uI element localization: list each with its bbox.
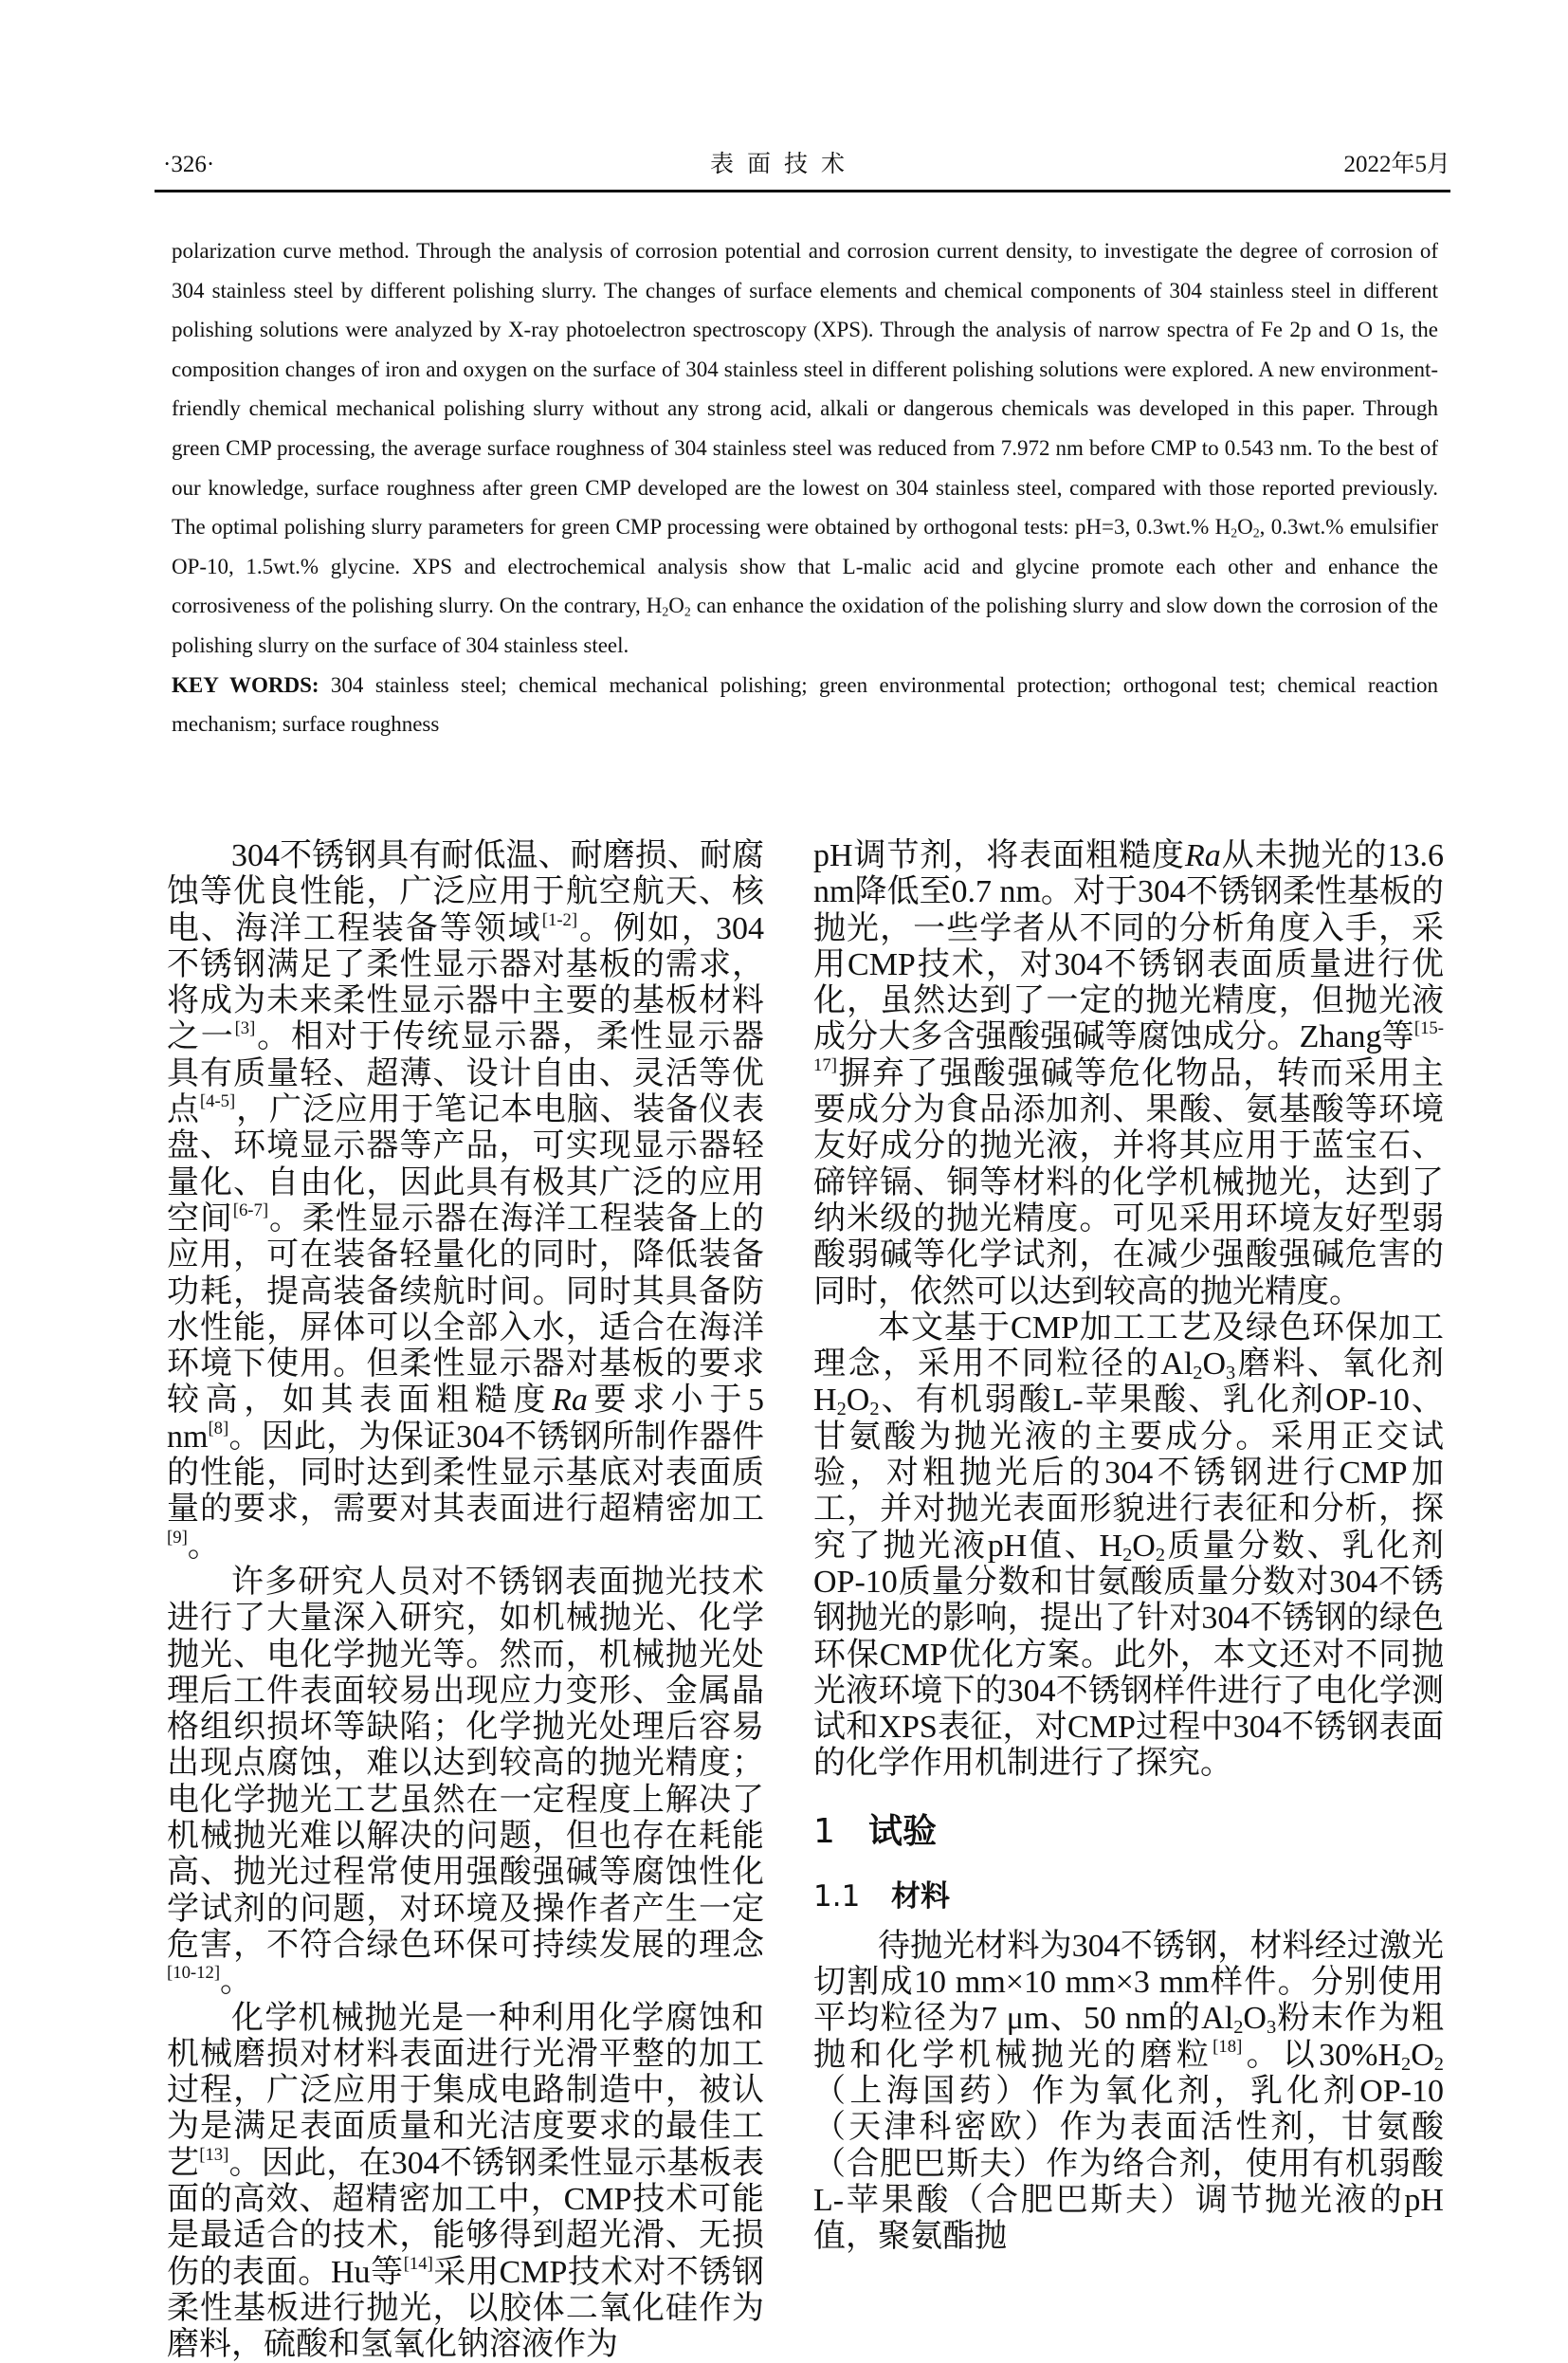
paragraph [167,838,764,1565]
citation: [4-5] [200,1091,235,1111]
section-heading [813,1811,1444,1853]
text-run: （上海国药）作为氧化剂，乳化剂OP-10（天津科密欧）作为表面活性剂，甘氨酸（合肥巴斯夫）作为络合剂，使用有机弱酸L-苹果酸（合肥巴斯夫）调节抛光液的pH值，聚氨酯抛 [813,2074,1444,2254]
text-run: polarization curve method. Through the analysis of corrosion potential and corrosion current density, to investigate the degree of corrosion of 304 stainless steel by different polishing slurry. The changes of surface elements and chemical components of 304 stainless steel in different polishing solutions were analyzed by X-ray photoelectron spectroscopy (XPS). Through the analysis of narrow spectra of Fe 2p and O 1s, the composition changes of iron and oxygen on the surface of 304 stainless steel in different polishing solutions were explored. A new environment-friendly chemical mechanical polishing slurry without any strong acid, alkali or dangerous chemicals was developed in this paper. Through green CMP processing, the average surface roughness of 304 stainless steel was reduced from 7.972 nm before CMP to 0.543 nm. To the best of our knowledge, surface roughness after green CMP developed are the lowest on 304 stainless steel, compared with those reported previously. The optimal polishing slurry parameters for green CMP processing were obtained by orthogonal tests: pH=3, 0.3wt.% H [172,239,1438,539]
subscript: 2 [1233,2017,1243,2038]
subscript: 3 [1267,2017,1276,2038]
left-column [167,838,764,2363]
citation: [1-2] [542,910,577,930]
text-run: 。以30%H [1242,2038,1401,2073]
subscript: 2 [1156,1545,1165,1566]
text-run: 磨料、氧化剂H [813,1346,1444,1418]
text-run: 从未抛光的13.6 nm降低至0.7 nm。对于304不锈钢柔性基板的抛光，一些学者从不同的分析角度入手，采用CMP技术，对304不锈钢表面质量进行优化，虽然达到了一定的抛光精度，但抛光液成分大多含强酸强碱等腐蚀成分。Zhang等 [813,838,1444,1054]
citation: [3] [235,1018,256,1038]
paragraph [813,1310,1444,1783]
subscript: 2 [869,1400,879,1420]
subscript: 2 [1231,526,1237,540]
paragraph [813,838,1444,1310]
text-run: O [1243,2001,1267,2036]
paragraph [167,1565,764,2001]
keywords-text: 304 stainless steel; chemical mechanical polishing; green environmental protection; orthogonal test; chemical reaction mechanism; surface roughness [172,673,1438,737]
subsection-number: 1.1 [813,1878,891,1915]
text-run: O [1411,2038,1434,2073]
text-run: 304不锈钢具有耐低温、耐磨损、耐腐蚀等优良性能，广泛应用于航空航天、核电、海洋工程装备等领域 [167,838,764,946]
text-run: 、有机弱酸L-苹果酸、乳化剂OP-10、甘氨酸为抛光液的主要成分。采用正交试验，对粗抛光后的304不锈钢进行CMP加工，并对抛光表面形貌进行表征和分析，探究了抛光液pH值、H [813,1383,1444,1563]
citation: [6-7] [233,1200,268,1220]
paragraph [167,2001,764,2363]
keywords-label: KEY WORDS: [172,673,319,697]
abstract-text [172,231,1438,666]
text-run: 。因此，在304不锈钢柔性显示基板表面的高效、超精密加工中，CMP技术可能是最适合的技术，能够得到超光滑、无损伤的表面。Hu等 [167,2146,764,2290]
citation: [15-17] [813,1018,1444,1074]
text-run: 。因此，为保证304不锈钢所制作器件的性能，同时达到柔性显示基底对表面质量的要求，需要对其表面进行超精密加工 [167,1420,764,1528]
text-run: 化学机械抛光是一种利用化学腐蚀和机械磨损对材料表面进行光滑平整的加工过程，广泛应用于集成电路制造中，被认为是满足表面质量和光洁度要求的最佳工艺 [167,2001,764,2181]
subscript: 2 [1253,526,1260,540]
section-number: 1 [813,1811,868,1853]
italic-symbol: Ra [552,1383,588,1418]
subscript: 2 [1401,2054,1411,2075]
subscript: 3 [1226,1363,1235,1383]
citation: [9] [167,1528,188,1548]
text-run: 摒弃了强酸强碱等危化物品，转而采用主要成分为食品添加剂、果酸、氨基酸等环境友好成分的抛光液，并将其应用于蓝宝石、碲锌镉、铜等材料的化学机械抛光，达到了纳米级的抛光精度。可见采用环境友好型弱酸弱碱等化学试剂，在减少强酸强碱危害的同时，依然可以达到较高的抛光精度。 [813,1056,1444,1310]
text-run: 许多研究人员对不锈钢表面抛光技术进行了大量深入研究，如机械抛光、化学抛光、电化学抛光等。然而，机械抛光处理后工件表面较易出现应力变形、金属晶格组织损坏等缺陷；化学抛光处理后容易出现点腐蚀，难以达到较高的抛光精度；电化学抛光工艺虽然在一定程度上解决了机械抛光难以解决的问题，但也存在耗能高、抛光过程常使用强酸强碱等腐蚀性化学试剂的问题，对环境及操作者产生一定危害，不符合绿色环保可持续发展的理念 [167,1565,764,1963]
text-run: 质量分数、乳化剂OP-10质量分数和甘氨酸质量分数对304不锈钢抛光的影响，提出了针对304不锈钢的绿色环保CMP优化方案。此外，本文还对不同抛光液环境下的304不锈钢样件进行了电化学测试和XPS表征，对CMP过程中304不锈钢表面的化学作用机制进行了探究。 [813,1529,1444,1782]
text-run: pH调节剂，将表面粗糙度 [813,838,1185,873]
right-column [813,838,1444,2255]
subscript: 2 [684,605,691,619]
text-run: 要求小于5 nm [167,1383,764,1454]
text-run: 。 [220,1964,252,1999]
text-run: 。例如，304不锈钢满足了柔性显示器对基板的需求，将成为未来柔性显示器中主要的基板材料之一 [167,911,764,1055]
italic-symbol: Ra [1185,838,1221,873]
text-run: can enhance the oxidation of the polishing slurry and slow down the corrosion of the polishing slurry on the surface of 304 stainless steel. [172,594,1438,657]
text-run: O [847,1383,870,1418]
text-run: 。相对于传统显示器，柔性显示器具有质量轻、超薄、设计自由、灵活等优点 [167,1019,764,1127]
issue-date: 2022年5月 [1343,149,1450,181]
text-run: 。柔性显示器在海洋工程装备上的应用，可在装备轻量化的同时，降低装备功耗，提高装备续航时间。同时其具备防水性能，屏体可以全部入水，适合在海洋环境下使用。但柔性显示器对基板的要求较高，如其表面粗糙度 [167,1201,764,1418]
subsection-heading [813,1878,1444,1915]
text-run: , 0.3wt.% emulsifier OP-10, 1.5wt.% glycine. XPS and electrochemical analysis show that L-malic acid and glycine promote each other and enhance the corrosiveness of the polishing slurry. On the contrary, H [172,515,1438,617]
keywords [172,666,1438,744]
english-abstract [172,231,1438,744]
journal-title: 表面技术 [0,149,1568,181]
citation: [13] [199,2145,228,2165]
citation: [8] [208,1419,228,1438]
paragraph [813,1929,1444,2256]
subscript: 2 [1193,1363,1202,1383]
text-run: 采用CMP技术对不锈钢柔性基板进行抛光，以胶体二氧化硅作为磨料，硫酸和氢氧化钠溶液作为 [167,2255,764,2363]
citation: [10-12] [167,1963,220,1983]
subscript: 2 [662,605,668,619]
citation: [18] [1212,2037,1242,2057]
header-rule [155,190,1450,192]
text-run: ，广泛应用于笔记本电脑、装备仪表盘、环境显示器等产品，可实现显示器轻量化、自由化，因此具有极其广泛的应用空间 [167,1092,764,1236]
text-run: 待抛光材料为304不锈钢，材料经过激光切割成10 mm×10 mm×3 mm样件。分别使用平均粒径为7 μm、50 nm的Al [813,1929,1444,2037]
subscript: 2 [1434,2054,1444,2075]
text-run: 。 [188,1529,220,1564]
citation: [14] [404,2254,433,2274]
page-number: ·326· [163,149,214,181]
text-run: O [1202,1346,1226,1382]
text-run: 粉末作为粗抛和化学机械抛光的磨粒 [813,2001,1444,2072]
text-run: O [668,594,684,617]
text-run: 本文基于CMP加工工艺及绿色环保加工理念，采用不同粒径的Al [813,1310,1444,1382]
subsection-title: 材料 [891,1879,950,1914]
subscript: 2 [1122,1545,1132,1566]
text-run: O [1237,515,1253,539]
subscript: 2 [837,1400,847,1420]
text-run: O [1132,1529,1156,1564]
section-title: 试验 [868,1812,937,1851]
